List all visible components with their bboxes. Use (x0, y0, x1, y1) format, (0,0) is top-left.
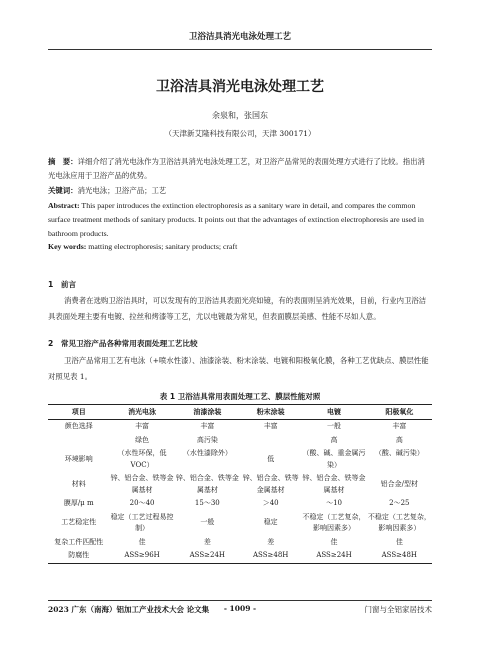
table-cell: 锌、铝合金、铁等金属基材 (110, 474, 174, 494)
table-cell: 防腐性 (48, 549, 109, 563)
table-cell: 材料 (71, 479, 86, 488)
table-row (48, 511, 432, 536)
table-cell: 稳定 (263, 518, 278, 527)
table-cell: 复杂工件匹配性 (54, 537, 104, 546)
table-row (48, 434, 432, 448)
table-row (48, 549, 432, 563)
table-cell: ASS≥24H (301, 549, 366, 563)
authors: 余泉和，张国东 (212, 111, 268, 120)
table-row (48, 447, 432, 472)
table-cell: ASS≥24H (175, 549, 240, 563)
table-cell: 20～40 (129, 499, 155, 507)
abstract-en-text: This paper introduces the extinction electrophoresis as a sanitary ware in detail, and compares the common surface treatment methods of sanitary products. It points out that the advantages of extinction electrophoresis are used in bathroom products. (48, 201, 424, 238)
table-cell: （酸、碱污染） (374, 449, 424, 457)
table-header-cell: 粉末涂装 (240, 405, 301, 420)
table-cell (48, 434, 109, 448)
table-header-row (48, 405, 432, 420)
table-cell: ASS≥48H (240, 549, 301, 563)
table-cell: 丰富 (200, 422, 215, 430)
comparison-table (48, 404, 432, 564)
table-cell: 一般 (200, 518, 215, 527)
table-cell: 一般 (327, 422, 342, 430)
table-cell: ＞40 (262, 499, 279, 507)
table-cell: 工艺稳定性 (61, 518, 97, 527)
table-row (48, 497, 432, 511)
section-1-heading: 1 前言 (48, 280, 77, 289)
table-cell: 铝合金/型材 (380, 479, 419, 488)
table-cell (240, 434, 301, 448)
abstract-cn-text: 详细介绍了消光电泳作为卫浴洁具消光电泳处理工艺，对卫浴产品常见的表面处理方式进行了比较。指出消光电泳应用于卫浴产品的优势。 (48, 157, 425, 180)
table-header-cell: 项目 (48, 405, 109, 420)
table-cell: 差 (267, 537, 275, 546)
table-cell: 膜厚/μ m (63, 499, 94, 507)
table-header-cell: 电镀 (301, 405, 366, 420)
keywords-cn-text: 消光电泳；卫浴产品；工艺 (77, 186, 167, 195)
table-cell: （水性环保，低 VOC） (117, 449, 167, 469)
table-cell: 佳 (138, 537, 146, 546)
keywords-cn (48, 184, 432, 198)
table-cell: 丰富 (135, 422, 150, 430)
table-cell: ASS≥48H (367, 549, 432, 563)
table-caption: 表 1 卫浴洁具常用表面处理工艺、膜层性能对照 (159, 392, 321, 401)
table-cell: 锌、铝合金、铁等金属基材 (302, 474, 366, 494)
table-cell: 低 (267, 454, 275, 463)
table-cell: 不稳定（工艺复杂，影响因素多） (302, 512, 366, 532)
table-cell: 不稳定（工艺复杂，影响因素多） (367, 512, 431, 532)
table-cell: 15～30 (194, 499, 220, 507)
table-cell: 锌、铝合金、铁等金属基材 (175, 474, 239, 494)
table-header-cell: 消光电泳 (109, 405, 174, 420)
section-2-heading: 2 常见卫浴产品各种常用表面处理工艺比较 (48, 339, 198, 348)
table-cell: 高 (330, 435, 338, 444)
footer-proceedings: 2023 广东（南海）铝加工产业技术大会 论文集 (48, 605, 210, 614)
abstract-en (48, 199, 432, 241)
table-cell: 佳 (330, 537, 338, 546)
table-cell: ～10 (326, 499, 342, 507)
table-cell: 差 (203, 537, 211, 546)
abstract-cn (48, 155, 432, 183)
table-cell: 丰富 (392, 422, 407, 430)
table-cell: 丰富 (263, 422, 278, 430)
header-rule (48, 49, 432, 50)
footer-rule (48, 600, 432, 601)
table-header-cell: 阳极氧化 (367, 405, 432, 420)
table-cell: （酸、碱、重金属污染） (302, 449, 366, 469)
table-cell: 高污染 (196, 435, 218, 444)
table-cell: 锌、铝合金、铁等金属基材 (242, 474, 299, 494)
keywords-en-text: matting electrophoresis; sanitary products; craft (86, 242, 238, 251)
table-row (48, 420, 432, 434)
section-2-body: 卫浴产品常用工艺有电泳（+喷水性漆）、油漆涂装、粉末涂装、电镀和阳极氧化膜，各种工艺优缺点、膜层性能对照见表 1。 (48, 356, 429, 381)
running-header: 卫浴洁具消光电泳处理工艺 (188, 32, 291, 42)
table-row (48, 536, 432, 550)
keywords-en (48, 240, 432, 254)
table-cell: 颜色选择 (64, 422, 93, 430)
table-cell: 2～25 (389, 499, 410, 507)
table-header-cell: 油漆涂装 (175, 405, 240, 420)
table-row (48, 472, 432, 497)
table-cell: 佳 (395, 537, 403, 546)
paper-title: 卫浴洁具消光电泳处理工艺 (156, 79, 324, 95)
table-cell: ASS≥96H (109, 549, 174, 563)
table-cell: 稳定（工艺过程易控制） (110, 512, 174, 532)
table-cell: 高 (395, 435, 403, 444)
keywords-cn-label: 关键词： (48, 186, 78, 195)
footer-section: 门窗与全铝家居技术 (364, 605, 432, 614)
section-1-body: 消费者在选购卫浴洁具时，可以发现有的卫浴洁具表面光亮如镜，有的表面则呈消光效果，目前，行业内卫浴洁具表面处理主要有电镀、拉丝和烤漆等工艺，尤以电镀最为常见，但表面膜层美感、性能不尽如人意。 (48, 296, 427, 321)
table-cell: （水性漆除外） (182, 449, 232, 457)
abstract-cn-label: 摘 要： (48, 157, 78, 166)
abstract-en-label: Abstract: (48, 201, 80, 210)
table-cell: 绿色 (135, 435, 150, 444)
page-number: - 1009 - (223, 604, 257, 613)
affiliation: （天津新艾隆科技有限公司，天津 300171） (164, 129, 316, 138)
keywords-en-label: Key words: (48, 242, 87, 251)
table-cell: 环境影响 (64, 454, 93, 463)
